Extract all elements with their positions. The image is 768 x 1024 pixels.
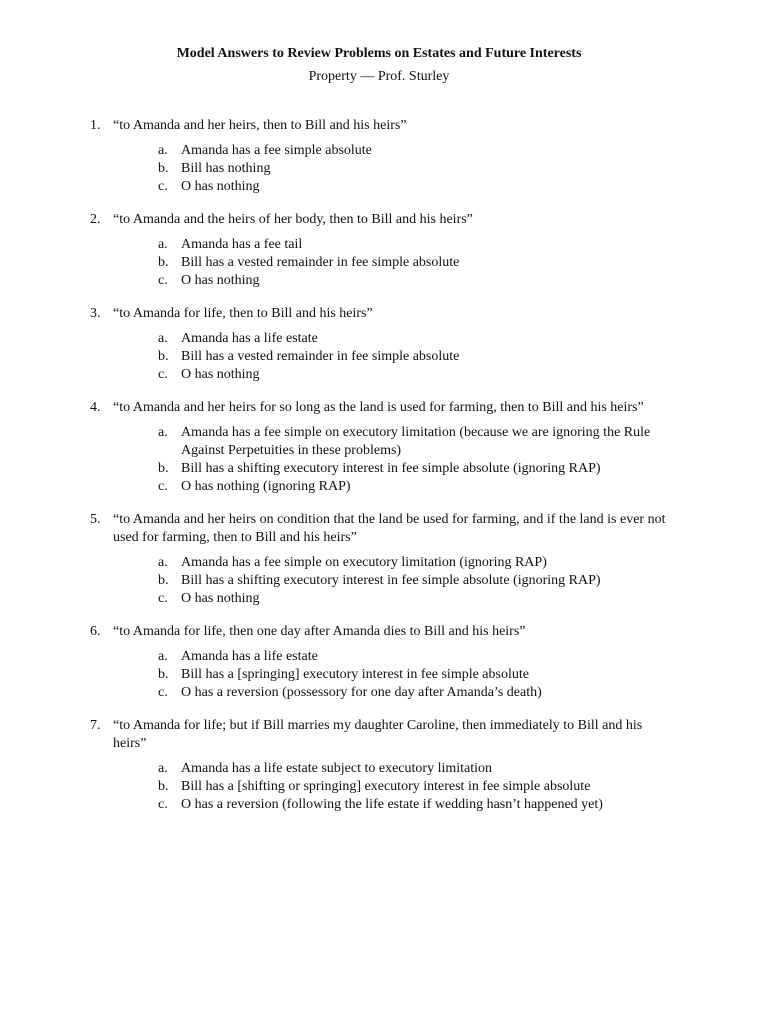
answer-text: Amanda has a life estate: [181, 649, 318, 664]
answer-text: O has nothing: [181, 367, 260, 382]
answer-text: Amanda has a fee tail: [181, 237, 303, 252]
answer-item: [158, 554, 668, 572]
problem-number: 6.: [90, 624, 101, 639]
answer-list: [113, 236, 668, 290]
answer-item: [158, 460, 668, 478]
problem-number: 2.: [90, 212, 101, 227]
answer-text: O has a reversion (following the life estate if wedding hasn’t happened yet): [181, 797, 603, 812]
answer-item: [158, 572, 668, 590]
problem-quote: “to Amanda for life, then one day after Amanda dies to Bill and his heirs”: [113, 624, 526, 639]
answer-item: [158, 330, 668, 348]
problem-item: [90, 717, 668, 814]
problem-quote: “to Amanda and her heirs on condition that the land be used for farming, and if the land is ever not used for farming, then to Bill and his heirs”: [113, 512, 666, 545]
answer-letter: b.: [158, 349, 169, 364]
answer-item: [158, 348, 668, 366]
answer-item: [158, 142, 668, 160]
answer-letter: a.: [158, 761, 168, 776]
answer-item: [158, 478, 668, 496]
answer-item: [158, 272, 668, 290]
answer-letter: c.: [158, 179, 168, 194]
answer-text: Amanda has a life estate: [181, 331, 318, 346]
problem-number: 3.: [90, 306, 101, 321]
answer-letter: c.: [158, 685, 168, 700]
answer-letter: c.: [158, 479, 168, 494]
answer-text: Amanda has a life estate subject to executory limitation: [181, 761, 493, 776]
answer-item: [158, 666, 668, 684]
answer-item: [158, 648, 668, 666]
answer-letter: a.: [158, 237, 168, 252]
answer-text: O has nothing: [181, 179, 260, 194]
answer-item: [158, 236, 668, 254]
answer-letter: b.: [158, 255, 169, 270]
answer-text: Amanda has a fee simple on executory limitation (ignoring RAP): [181, 555, 547, 570]
problem-item: [90, 211, 668, 290]
answer-letter: a.: [158, 555, 168, 570]
problem-quote: “to Amanda and the heirs of her body, then to Bill and his heirs”: [113, 212, 473, 227]
answer-list: [113, 142, 668, 196]
answer-item: [158, 590, 668, 608]
answer-list: [113, 424, 668, 496]
answer-item: [158, 178, 668, 196]
answer-item: [158, 778, 668, 796]
answer-list: [113, 330, 668, 384]
problem-quote: “to Amanda and her heirs, then to Bill and his heirs”: [113, 118, 407, 133]
problem-item: [90, 511, 668, 608]
answer-list: [113, 554, 668, 608]
answer-letter: c.: [158, 797, 168, 812]
answer-list: [113, 760, 668, 814]
document-subtitle: Property — Prof. Sturley: [308, 69, 450, 84]
answer-text: Bill has a [springing] executory interest in fee simple absolute: [181, 667, 529, 682]
answer-letter: b.: [158, 667, 169, 682]
answer-text: Bill has a shifting executory interest in fee simple absolute (ignoring RAP): [181, 461, 601, 476]
answer-item: [158, 160, 668, 178]
answer-text: O has nothing: [181, 273, 260, 288]
problem-number: 5.: [90, 512, 101, 527]
problem-item: [90, 623, 668, 702]
answer-item: [158, 796, 668, 814]
answer-list: [113, 648, 668, 702]
answer-letter: b.: [158, 573, 169, 588]
problem-number: 4.: [90, 400, 101, 415]
answer-letter: a.: [158, 331, 168, 346]
answer-letter: b.: [158, 461, 169, 476]
answer-letter: a.: [158, 143, 168, 158]
answer-item: [158, 366, 668, 384]
problem-number: 1.: [90, 118, 101, 133]
answer-text: Bill has a [shifting or springing] executory interest in fee simple absolute: [181, 779, 591, 794]
answer-item: [158, 684, 668, 702]
answer-text: O has nothing (ignoring RAP): [181, 479, 351, 494]
answer-item: [158, 424, 668, 460]
answer-text: Amanda has a fee simple on executory limitation (because we are ignoring the Rule Against Perpetuities in these problems): [181, 425, 651, 458]
answer-letter: b.: [158, 779, 169, 794]
problem-quote: “to Amanda for life, then to Bill and his heirs”: [113, 306, 373, 321]
answer-text: Amanda has a fee simple absolute: [181, 143, 372, 158]
answer-letter: c.: [158, 367, 168, 382]
problem-item: [90, 305, 668, 384]
answer-letter: b.: [158, 161, 169, 176]
problem-quote: “to Amanda and her heirs for so long as the land is used for farming, then to Bill and his heirs”: [113, 400, 644, 415]
answer-text: O has a reversion (possessory for one day after Amanda’s death): [181, 685, 542, 700]
problem-quote: “to Amanda for life; but if Bill marries my daughter Caroline, then immediately to Bill and his heirs”: [113, 718, 643, 751]
problem-item: [90, 399, 668, 496]
answer-letter: c.: [158, 273, 168, 288]
answer-text: Bill has nothing: [181, 161, 271, 176]
problem-item: [90, 117, 668, 196]
answer-text: O has nothing: [181, 591, 260, 606]
answer-item: [158, 760, 668, 778]
problem-number: 7.: [90, 718, 101, 733]
answer-item: [158, 254, 668, 272]
answer-letter: a.: [158, 649, 168, 664]
answer-letter: c.: [158, 591, 168, 606]
answer-letter: a.: [158, 425, 168, 440]
problem-list: [90, 117, 668, 814]
answer-text: Bill has a vested remainder in fee simple absolute: [181, 349, 460, 364]
document-title: Model Answers to Review Problems on Estates and Future Interests: [176, 46, 582, 61]
answer-text: Bill has a shifting executory interest in fee simple absolute (ignoring RAP): [181, 573, 601, 588]
answer-text: Bill has a vested remainder in fee simple absolute: [181, 255, 460, 270]
